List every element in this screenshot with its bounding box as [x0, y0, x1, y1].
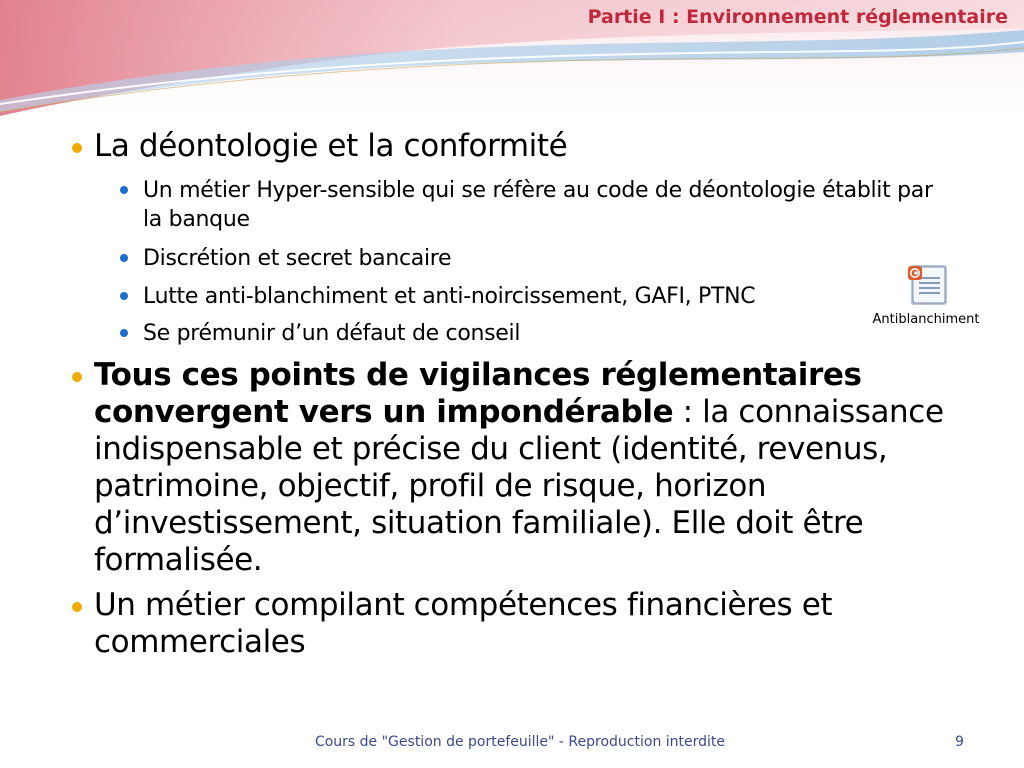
sub-bullet-text: Discrétion et secret bancaire	[143, 246, 452, 271]
attachment-label: Antiblanchiment	[872, 312, 980, 327]
bullet-deontologie	[72, 128, 954, 165]
bullet-dot	[72, 143, 82, 153]
attachment-object[interactable]	[866, 262, 986, 332]
sub-bullet-text: Lutte anti-blanchiment et anti-noircissement, GAFI, PTNC	[143, 284, 756, 309]
sub-bullet-anti-blanchiment	[120, 282, 873, 311]
slide-title: Partie I : Environnement réglementaire	[587, 6, 1008, 28]
bullet-competences	[72, 587, 834, 661]
bullet-text	[94, 357, 954, 579]
footer-text: Cours de "Gestion de portefeuille" - Reproduction interdite	[314, 734, 726, 750]
sub-bullet-defaut-conseil	[120, 319, 943, 348]
sub-bullet-text: Un métier Hyper-sensible qui se réfère au code de déontologie établit par la banque	[143, 178, 933, 232]
bullet-vigilances	[72, 357, 954, 579]
bullet-text: Un métier compilant compétences financières et commerciales	[94, 587, 833, 660]
bullet-dot	[72, 372, 82, 382]
sub-bullet-hyper-sensible	[120, 176, 943, 234]
sub-bullet-discretion	[120, 244, 943, 273]
sub-bullet-text: Se prémunir d’un défaut de conseil	[143, 321, 521, 346]
bullet-text: La déontologie et la conformité	[94, 128, 568, 164]
page-number: 9	[955, 734, 964, 750]
bullet-dot	[120, 329, 128, 337]
bullet-dot	[120, 186, 128, 194]
bullet-bold-text: Tous ces points de vigilances réglementaires convergent vers un impondérable	[94, 357, 862, 430]
document-attachment-icon[interactable]	[906, 262, 952, 308]
bullet-dot	[120, 292, 128, 300]
bullet-dot	[72, 602, 82, 612]
bullet-dot	[120, 254, 128, 262]
bullet-regular-text: : la connaissance indispensable et précise du client (identité, revenus, patrimoine, objectif, profil de risque, horizon d’investissement, situation familiale). Elle doit être formalisée.	[94, 394, 944, 578]
